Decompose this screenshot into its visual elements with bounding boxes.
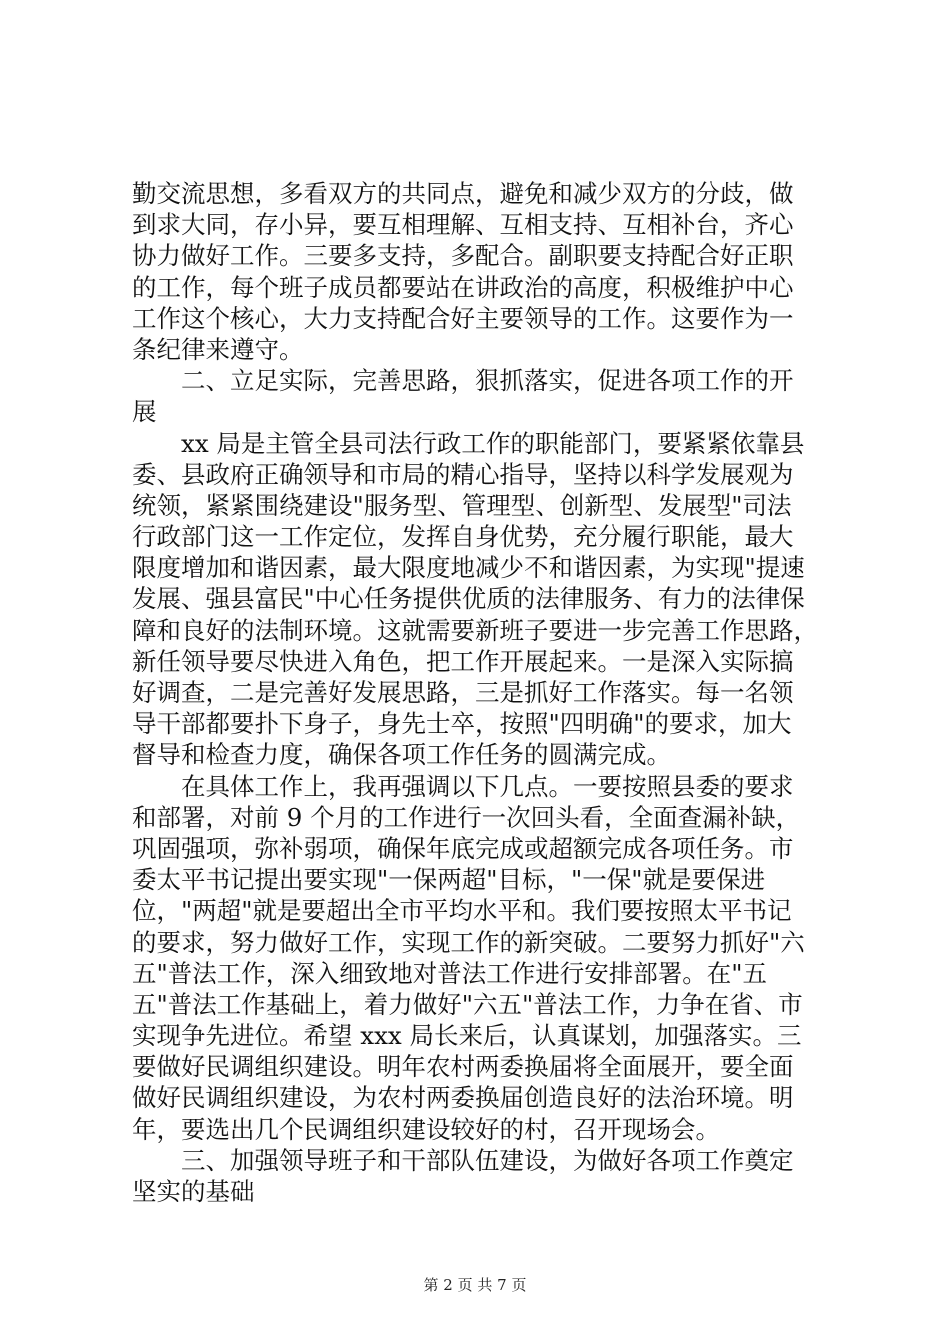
text-line: 导干部都要扑下身子，身先士卒，按照"四明确"的要求，加大 bbox=[132, 709, 792, 739]
text-line: 到求大同，存小异，要互相理解、互相支持、互相补台，齐心 bbox=[132, 210, 794, 240]
text-line: 坚实的基础 bbox=[132, 1177, 255, 1206]
text-line: 的工作，每个班子成员都要站在讲政治的高度，积极维护中心 bbox=[132, 272, 794, 302]
text-line: 和部署，对前 9 个月的工作进行一次回头看，全面查漏补缺， bbox=[132, 802, 801, 832]
text-line: 做好民调组织建设，为农村两委换届创造良好的法治环境。明 bbox=[132, 1083, 794, 1113]
text-line: 要做好民调组织建设。明年农村两委换届将全面展开，要全面 bbox=[132, 1052, 794, 1082]
text-line: 委太平书记提出要实现"一保两超"目标，"一保"就是要保进 bbox=[132, 865, 766, 895]
text-line: xx 局是主管全县司法行政工作的职能部门，要紧紧依靠县 bbox=[181, 428, 805, 458]
text-line: 勤交流思想，多看双方的共同点，避免和减少双方的分歧，做 bbox=[132, 179, 794, 208]
text-line: 障和良好的法制环境。这就需要新班子要进一步完善工作思路， bbox=[132, 615, 818, 645]
text-line: 五"普法工作基础上，着力做好"六五"普法工作，力争在省、市 bbox=[132, 989, 803, 1019]
text-line: 统领，紧紧围绕建设"服务型、管理型、创新型、发展型"司法 bbox=[132, 490, 792, 520]
text-line: 行政部门这一工作定位，发挥自身优势，充分履行职能，最大 bbox=[132, 522, 794, 552]
text-line: 委、县政府正确领导和市局的精心指导，坚持以科学发展观为 bbox=[132, 459, 794, 489]
text-line: 展 bbox=[132, 397, 157, 427]
text-line: 五"普法工作，深入细致地对普法工作进行安排部署。在"五 bbox=[132, 958, 768, 988]
text-line: 巩固强项，弥补弱项，确保年底完成或超额完成各项任务。市 bbox=[132, 833, 794, 863]
text-line: 实现争先进位。希望 xxx 局长来后，认真谋划，加强落实。三 bbox=[132, 1021, 802, 1051]
text-line: 督导和检查力度，确保各项工作任务的圆满完成。 bbox=[132, 740, 671, 770]
text-line: 限度增加和谐因素，最大限度地减少不和谐因素，为实现"提速 bbox=[132, 553, 805, 583]
text-line: 年，要选出几个民调组织建设较好的村，召开现场会。 bbox=[132, 1114, 720, 1144]
text-line: 工作这个核心，大力支持配合好主要领导的工作。这要作为一 bbox=[132, 303, 794, 333]
text-line: 好调查，二是完善好发展思路，三是抓好工作落实。每一名领 bbox=[132, 678, 794, 707]
text-line: 协力做好工作。三要多支持，多配合。副职要支持配合好正职 bbox=[132, 241, 794, 271]
document-body bbox=[132, 178, 832, 1207]
text-line: 在具体工作上，我再强调以下几点。一要按照县委的要求 bbox=[181, 771, 794, 801]
text-line: 的要求，努力做好工作，实现工作的新突破。二要努力抓好"六 bbox=[132, 927, 805, 957]
text-line: 发展、强县富民"中心任务提供优质的法律服务、有力的法律保 bbox=[132, 584, 805, 614]
page-footer: 第 2 页 共 7 页 bbox=[423, 1276, 527, 1294]
text-line: 条纪律来遵守。 bbox=[132, 334, 304, 364]
text-line: 二、立足实际，完善思路，狠抓落实，促进各项工作的开 bbox=[181, 366, 794, 396]
text-line: 位，"两超"就是要超出全市平均水平和。我们要按照太平书记 bbox=[132, 896, 792, 926]
text-line: 新任领导要尽快进入角色，把工作开展起来。一是深入实际搞 bbox=[132, 646, 794, 676]
text-line: 三、加强领导班子和干部队伍建设，为做好各项工作奠定 bbox=[181, 1145, 794, 1175]
